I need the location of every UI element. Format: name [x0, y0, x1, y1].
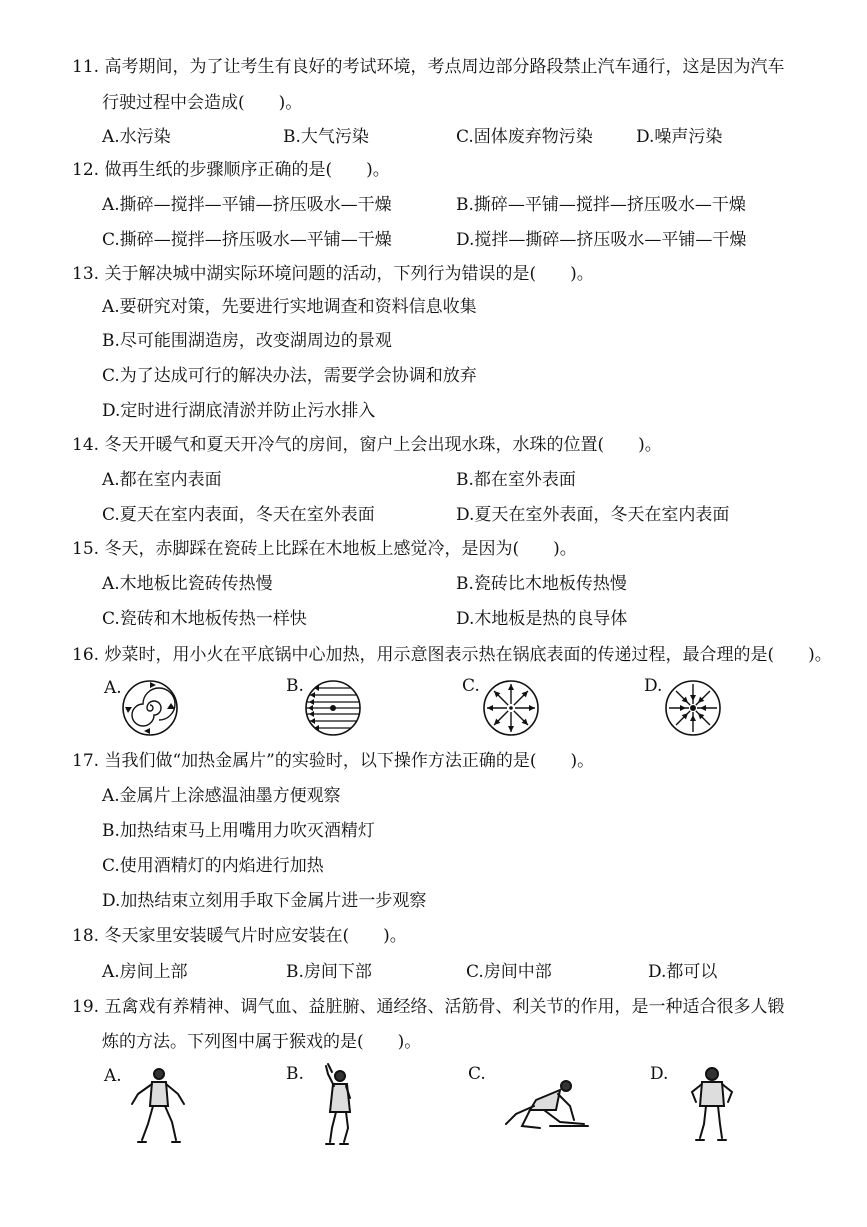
question-15-stem: 15. 冬天，赤脚踩在瓷砖上比踩在木地板上感觉冷，是因为( )。 — [72, 539, 577, 559]
q19-label-b: B. — [286, 1064, 304, 1084]
q17-option-a: A.金属片上涂感温油墨方便观察 — [102, 786, 341, 806]
q16-figure-b-parallel — [302, 678, 364, 738]
q15-option-b: B.瓷砖比木地板传热慢 — [456, 574, 627, 594]
q18-option-b: B.房间下部 — [286, 962, 372, 982]
q11-option-c: C.固体废弃物污染 — [456, 127, 593, 147]
question-17-stem: 17. 当我们做“加热金属片”的实验时，以下操作方法正确的是( )。 — [72, 751, 595, 771]
q13-option-d: D.定时进行湖底清淤并防止污水排入 — [102, 401, 376, 421]
question-12-stem: 12. 做再生纸的步骤顺序正确的是( )。 — [72, 160, 390, 180]
q19-label-a: A. — [104, 1066, 122, 1086]
q18-option-c: C.房间中部 — [466, 962, 552, 982]
q15-option-c: C.瓷砖和木地板传热一样快 — [102, 609, 307, 629]
q14-option-b: B.都在室外表面 — [456, 470, 576, 490]
question-18-stem: 18. 冬天家里安装暖气片时应安装在( )。 — [72, 926, 407, 946]
q13-option-c: C.为了达成可行的解决办法，需要学会协调和放弃 — [102, 366, 477, 386]
q14-option-d: D.夏天在室外表面，冬天在室内表面 — [456, 505, 730, 525]
q17-option-b: B.加热结束马上用嘴用力吹灭酒精灯 — [102, 821, 375, 841]
q17-option-d: D.加热结束立刻用手取下金属片进一步观察 — [102, 891, 427, 911]
question-19-stem: 19. 五禽戏有养精神、调气血、益脏腑、通经络、活筋骨、利关节的作用，是一种适合很多人锻 — [72, 997, 785, 1017]
q12-option-a: A.撕碎—搅拌—平铺—挤压吸水—干燥 — [102, 195, 392, 215]
q15-option-d: D.木地板是热的良导体 — [456, 609, 628, 629]
q16-figure-d-radial-in — [662, 678, 724, 738]
q16-figure-a-spiral — [120, 678, 182, 738]
q13-option-b: B.尽可能围湖造房，改变湖周边的景观 — [102, 331, 392, 351]
question-11-stem: 11. 高考期间，为了让考生有良好的考试环境，考点周边部分路段禁止汽车通行，这是因为汽车 — [72, 57, 785, 77]
q19-label-c: C. — [468, 1064, 486, 1084]
q16-figure-c-radial-out — [480, 678, 542, 738]
question-11-stem-cont: 行驶过程中会造成( )。 — [102, 93, 303, 113]
q13-option-a: A.要研究对策，先要进行实地调查和资料信息收集 — [102, 297, 477, 317]
question-13-stem: 13. 关于解决城中湖实际环境问题的活动，下列行为错误的是( )。 — [72, 264, 594, 284]
question-19-stem-cont: 炼的方法。下列图中属于猴戏的是( )。 — [102, 1032, 422, 1052]
q19-figure-a-person-illustration — [128, 1064, 188, 1148]
q12-option-c: C.撕碎—搅拌—挤压吸水—平铺—干燥 — [102, 230, 392, 250]
q15-option-a: A.木地板比瓷砖传热慢 — [102, 574, 273, 594]
q11-option-a: A.水污染 — [102, 127, 171, 147]
q16-label-b: B. — [286, 676, 304, 696]
q16-label-a: A. — [104, 678, 122, 698]
q11-option-b: B.大气污染 — [283, 127, 369, 147]
question-14-stem: 14. 冬天开暖气和夏天开冷气的房间，窗户上会出现水珠，水珠的位置( )。 — [72, 435, 662, 455]
q16-label-d: D. — [644, 676, 663, 696]
q12-option-b: B.撕碎—平铺—搅拌—挤压吸水—干燥 — [456, 195, 746, 215]
q18-option-a: A.房间上部 — [102, 962, 188, 982]
q17-option-c: C.使用酒精灯的内焰进行加热 — [102, 856, 324, 876]
q18-option-d: D.都可以 — [648, 962, 718, 982]
q19-figure-d-person-illustration — [686, 1062, 740, 1146]
q12-option-d: D.搅拌—撕碎—挤压吸水—平铺—干燥 — [456, 230, 747, 250]
q19-figure-b-person-illustration — [316, 1062, 362, 1148]
q14-option-a: A.都在室内表面 — [102, 470, 222, 490]
q14-option-c: C.夏天在室内表面，冬天在室外表面 — [102, 505, 375, 525]
question-16-stem: 16. 炒菜时，用小火在平底锅中心加热，用示意图表示热在锅底表面的传递过程，最合理的是( )。 — [72, 645, 832, 665]
q19-figure-c-person-illustration — [500, 1076, 592, 1132]
q11-option-d: D.噪声污染 — [636, 127, 723, 147]
q19-label-d: D. — [650, 1064, 669, 1084]
q16-label-c: C. — [462, 676, 480, 696]
